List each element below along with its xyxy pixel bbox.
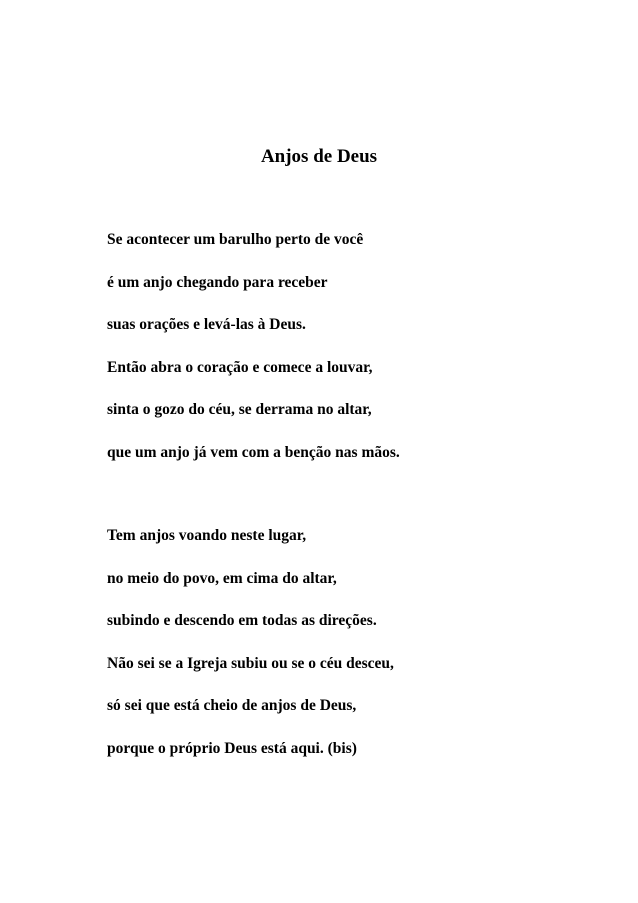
document-title: Anjos de Deus xyxy=(260,146,378,167)
stanza-line: subindo e descendo em todas as direções. xyxy=(107,612,377,629)
stanza-line: Se acontecer um barulho perto de você xyxy=(107,231,364,248)
stanza-line: suas orações e levá-las à Deus. xyxy=(107,316,306,333)
stanza-line: que um anjo já vem com a benção nas mãos. xyxy=(107,443,400,461)
stanza-line: sinta o gozo do céu, se derrama no altar, xyxy=(107,401,372,418)
stanza-line: só sei que está cheio de anjos de Deus, xyxy=(107,697,357,714)
stanza-line: Então abra o coração e comece a louvar, xyxy=(107,358,373,376)
stanza-2 xyxy=(107,526,607,781)
stanza-line: Não sei se a Igreja subiu ou se o céu desceu, xyxy=(107,654,394,672)
stanza-line: Tem anjos voando neste lugar, xyxy=(107,527,307,544)
stanza-1 xyxy=(107,230,607,485)
stanza-line: porque o próprio Deus está aqui. (bis) xyxy=(107,739,357,757)
stanza-line: é um anjo chegando para receber xyxy=(107,273,328,291)
stanza-line: no meio do povo, em cima do altar, xyxy=(107,569,337,587)
